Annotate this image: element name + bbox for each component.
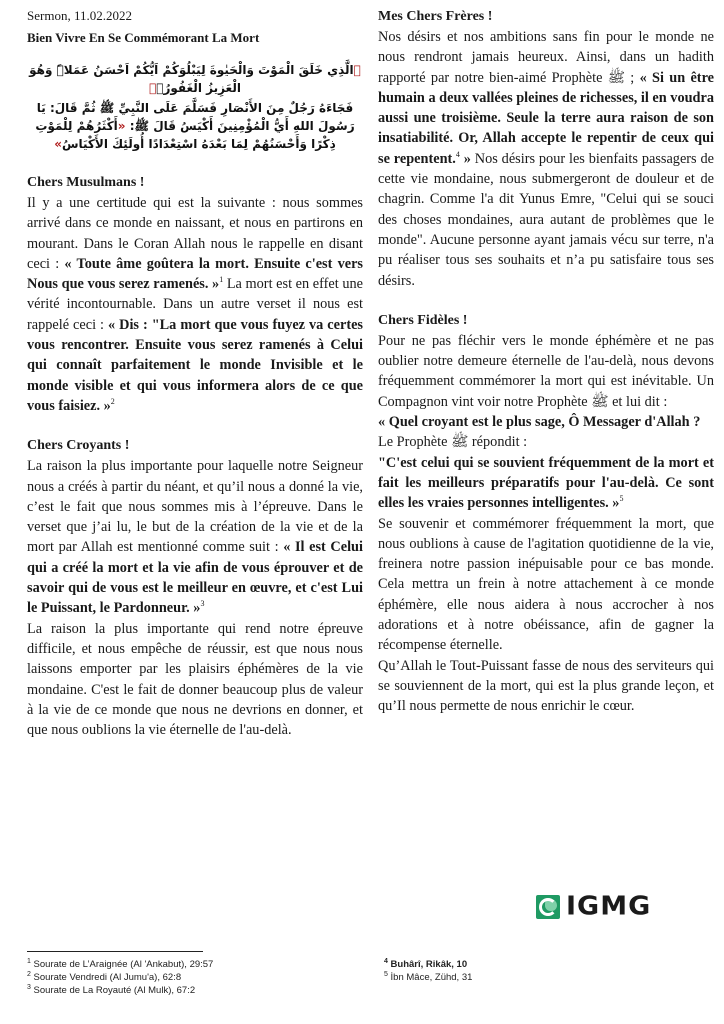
section-heading-fideles: Chers Fidèles ! <box>378 312 468 328</box>
footnote-item <box>27 958 213 971</box>
hadith-quote: « Si un être humain a deux vallées pleines de richesses, il en voudra aussi une troisième. Seule la terre aura raison de son insatiabilité. Or, Allah accepte le repentir de ceux qui se repentent. <box>378 69 714 167</box>
footnote-divider <box>27 951 203 952</box>
paragraph-text: La raison la plus importante pour laquelle notre Seigneur nous a créés à partir du néant, et qu’il nous a donné la vie, c’est le fait que nous sommes mis à l’épreuve. Dans le verset que j’ai lu, le but de la création de la vie et de la mort par Allah est mentionné comme suit : <box>27 458 363 556</box>
footnote-text: Buhârî, Rikâk, 10 <box>390 959 468 970</box>
footnote-ref[interactable]: 3 <box>200 599 205 609</box>
hadith-open-quote: « <box>117 119 126 133</box>
quran-quote: « Toute âme goûtera la mort. Ensuite c'est vers Nous que vous serez ramenés. » <box>27 255 363 293</box>
companion-question <box>378 412 714 432</box>
footnotes-left <box>27 958 213 997</box>
paragraph-text: Nos désirs et nos ambitions sans fin pour le monde ne nous rendront jamais heureux. Ainsi, dans un hadith rapporté par notre bien-aimé Prophète ﷺ ; <box>378 29 714 86</box>
arabic-verse-text: الَّذِي خَلَقَ الْمَوْتَ وَالْحَيٰوةَ لِيَبْلُوَكُمْ اَيُّكُمْ اَحْسَنُ عَمَلاًۜ وَهُوَ الْعَزِيزُ الْغَفُورُۙ <box>29 63 354 95</box>
left-column <box>27 0 363 740</box>
arabic-hadith-quote: أَكْثَرُهُمْ لِلْمَوْتِ ذِكْرًا وَأَحْسَنُهُمْ لِمَا بَعْدَهُ اسْتِعْدَادًا أُولَئِكَ الأَكْيَاسُ <box>35 119 336 151</box>
footnote-text: Sourate de La Royauté (Al Mulk), 67:2 <box>33 985 196 996</box>
companion-question-text: « Quel croyant est le plus sage, Ô Messager d'Allah ? <box>378 414 701 431</box>
footnote-number: 2 <box>27 970 31 978</box>
arabic-verse <box>27 61 363 97</box>
prophet-answer-text: "C'est celui qui se souvient fréquemment de la mort et fait les meilleurs préparatifs pour l'au-delà. Ce sont elles les vraies personnes intelligentes. » <box>378 454 714 512</box>
paragraph-freres <box>378 27 714 291</box>
paragraph-fideles-3: Se souvenir et commémorer fréquemment la mort, que nous oublions à cause de l'agitation quotidienne de la vie, freinera notre passion inépuisable pour ce bas monde. Cela mettra un frein à notre attachement à ce monde éphémère, elle nous aidera à nous accrocher à nos adorations et à notre obéissance, afin de gagner la récompense éternelle. <box>378 515 714 654</box>
footnote-ref[interactable]: 4 <box>455 150 460 160</box>
paragraph-closing-prayer: Qu’Allah le Tout-Puissant fasse de nous des serviteurs qui se souviennent de la mort, qui est la plus grande leçon, et qu’Il nous permette de nous enrichir le cœur. <box>378 657 714 715</box>
prophet-answer <box>378 453 714 514</box>
paragraph-text: Nos désirs pour les bienfaits passagers de cette vie mondaine, nous submergeront de douleur et de chagrin. Comme l'a dit Yunus Emre, "Celui qui se souci des choses mondaines, aura autant de problèmes que le monde". Aucune personne ayant jamais vécu sur terre, n'a pu réaliser tous ses souhaits et n’a pu satisfaire tous ses désirs. <box>378 150 714 289</box>
quran-quote: « Dis : "La mort que vous fuyez va certes vous rencontrer. Ensuite vous serez ramenés à Celui qui connaît parfaitement le monde Invisible et le monde visible et qui vous informera alors de ce que vous faisiez. » <box>27 316 363 414</box>
footnote-item <box>384 971 472 984</box>
footnote-ref[interactable]: 5 <box>619 494 624 504</box>
quote-close: » <box>459 150 471 167</box>
paragraph-fideles-2: Le Prophète ﷺ répondit : <box>378 434 528 451</box>
spacer <box>378 291 714 311</box>
quran-quote: « Il est Celui qui a créé la mort et la vie afin de vous éprouver et de savoir qui de vous est le meilleur en œuvre, et c'est Lui le Puissant, le Pardonneur. » <box>27 539 363 617</box>
paragraph-fideles-1: Pour ne pas fléchir vers le monde éphémère et ne pas oublier notre demeure éternelle de l'au-delà, nous devons fréquemment commémorer la mort qui est inévitable. Un Compagnon vint voir notre Prophète ﷺ et lui dit : <box>378 332 714 410</box>
igmg-logo <box>536 891 652 922</box>
paragraph-text: La mort est en effet une vérité incontournable. Dans un autre verset il nous est rappelé ceci : <box>27 276 363 333</box>
arabic-hadith <box>27 99 363 153</box>
hadith-close-quote: » <box>54 137 62 151</box>
footnote-text: İbn Mâce, Zühd, 31 <box>390 972 473 983</box>
footnote-number: 5 <box>384 970 388 978</box>
footnote-number: 4 <box>384 957 388 965</box>
footnote-ref[interactable]: 1 <box>219 275 224 285</box>
footnote-number: 1 <box>27 957 31 965</box>
footnote-number: 3 <box>27 983 31 991</box>
footnote-ref[interactable]: 2 <box>110 397 115 407</box>
footnote-item <box>27 971 213 984</box>
section-heading-freres: Mes Chers Frères ! <box>378 9 493 24</box>
footnote-item <box>27 984 213 997</box>
verse-close-bracket: ﴾ <box>149 81 157 95</box>
spacer <box>27 416 363 436</box>
footnotes-right <box>384 958 472 984</box>
paragraph-text: Il y a une certitude qui est la suivante : nous sommes arrivé dans ce monde en naissant, et nous en partirons en mourant. Dans le Coran Allah nous le rappelle en disant ceci : <box>27 195 363 272</box>
footnote-text: Sourate Vendredi (Al Jumu'a), 62:8 <box>33 972 182 983</box>
sermon-date: Sermon, 11.02.2022 <box>27 8 132 23</box>
section-heading-croyants: Chers Croyants ! <box>27 438 130 454</box>
paragraph-musulmans <box>27 193 363 416</box>
arabic-hadith-intro: فَجَاءَهُ رَجُلٌ مِنَ الأَنْصَارِ فَسَلَّمَ عَلَى النَّبِيِّ ﷺ ثُمَّ قَالَ: يَا رَسُولَ اللهِ أَيُّ الْمُؤْمِنِينَ أَكْيَسُ قَالَ ﷺ: <box>36 101 355 133</box>
footnote-text: Sourate de L’Araignée (Al 'Ankabut), 29:57 <box>33 959 214 970</box>
igmg-logo-text: IGMG <box>566 891 652 922</box>
footnote-item <box>384 958 472 971</box>
paragraph-croyants-2: La raison la plus importante qui rend notre épreuve difficile, et nous empêche de réussir, est que nous nous laissons emporter par les plaisirs éphémères de la vie mondaine. C'est le fait de donner beaucoup plus de valeur à la vie de ce monde que nous ne devrions en donner, et que nous oublions la vie éternelle de l'au-delà. <box>27 620 363 739</box>
spacer <box>27 153 363 173</box>
sermon-title: Bien Vivre En Se Commémorant La Mort <box>27 30 260 45</box>
section-heading-musulmans: Chers Musulmans ! <box>27 175 145 190</box>
igmg-crescent-icon <box>536 895 560 919</box>
paragraph-croyants <box>27 456 363 618</box>
verse-open-bracket: ﴿ <box>353 63 361 77</box>
right-column <box>378 0 714 717</box>
